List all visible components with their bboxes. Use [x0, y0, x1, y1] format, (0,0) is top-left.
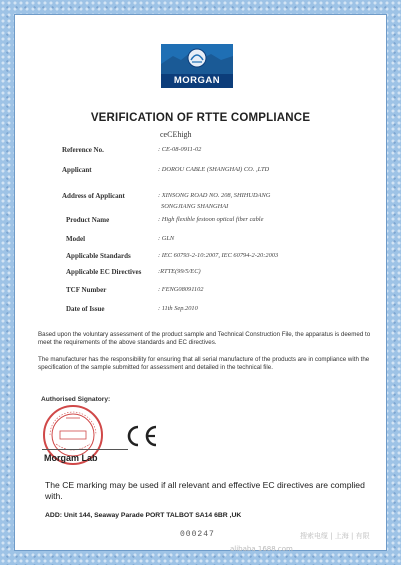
- document-title: VERIFICATION OF RTTE COMPLIANCE: [90, 112, 311, 124]
- lab-name: Morgam Lab: [44, 453, 98, 463]
- logo-wordmark: MORGAN: [161, 74, 233, 88]
- responsibility-paragraph: The manufacturer has the responsibility for ensuring that all serial manufacture of the products are in compliance with the specification of the sample submitted for assessment and detailed in the technical file.: [38, 356, 370, 372]
- field-value-applicant: : DOROU CABLE (SHANGHAI) CO. ,LTD: [158, 166, 270, 173]
- lab-address: ADD: Unit 144, Seaway Parade PORT TALBOT SA14 6BR ,UK: [45, 512, 242, 519]
- ce-mark-icon: [123, 424, 159, 448]
- logo-emblem-icon: [161, 44, 233, 74]
- field-value-address: : XINSONG ROAD NO. 208, SHIHUDANG: [158, 192, 271, 199]
- field-label-directives: Applicable EC Directives: [66, 268, 142, 276]
- certificate-body: [14, 14, 387, 551]
- field-value-product: : High flexible festoon optical fiber cable: [158, 216, 264, 223]
- field-value-reference: : CE-08-0911-02: [158, 146, 202, 153]
- field-value-standards: : IEC 60793-2-10:2007, IEC 60794-2-20:2003: [158, 252, 279, 259]
- signatory-label: Authorised Signatory:: [41, 396, 111, 403]
- field-label-standards: Applicable Standards: [66, 252, 131, 260]
- field-value-tcf: : FENG08091102: [158, 286, 204, 293]
- field-value-model: : GLN: [158, 235, 175, 242]
- field-label-applicant: Applicant: [62, 166, 92, 174]
- assessment-paragraph: Based upon the voluntary assessment of the product sample and Technical Construction File, the apparatus is deemed to meet the requirements of the above standards and EC directives.: [38, 331, 371, 347]
- watermark-text-top: 搜索电缆 | 上海 | 有限: [300, 532, 370, 540]
- field-label-reference: Reference No.: [62, 146, 104, 154]
- signature-line: [42, 449, 128, 450]
- serial-number: 000247: [180, 530, 215, 539]
- field-value-address-line2: SONGJIANG SHANGHAI: [161, 203, 229, 210]
- ce-marking-note: The CE marking may be used if all relevant and effective EC directives are complied with.: [45, 480, 365, 501]
- field-label-tcf: TCF Number: [66, 286, 107, 294]
- watermark-text-bottom: alibaba 1688.com: [230, 545, 293, 553]
- field-label-address: Address of Applicant: [62, 192, 125, 200]
- field-label-date: Date of Issue: [66, 305, 105, 313]
- field-value-directives: :RTTE(99/5/EC): [158, 268, 201, 275]
- document-subtitle: ceCEhigh: [160, 130, 192, 139]
- morgan-logo: [161, 44, 233, 88]
- field-label-model: Model: [66, 235, 86, 243]
- field-label-product: Product Name: [66, 216, 110, 224]
- field-value-date: : 11th Sep.2010: [158, 305, 198, 312]
